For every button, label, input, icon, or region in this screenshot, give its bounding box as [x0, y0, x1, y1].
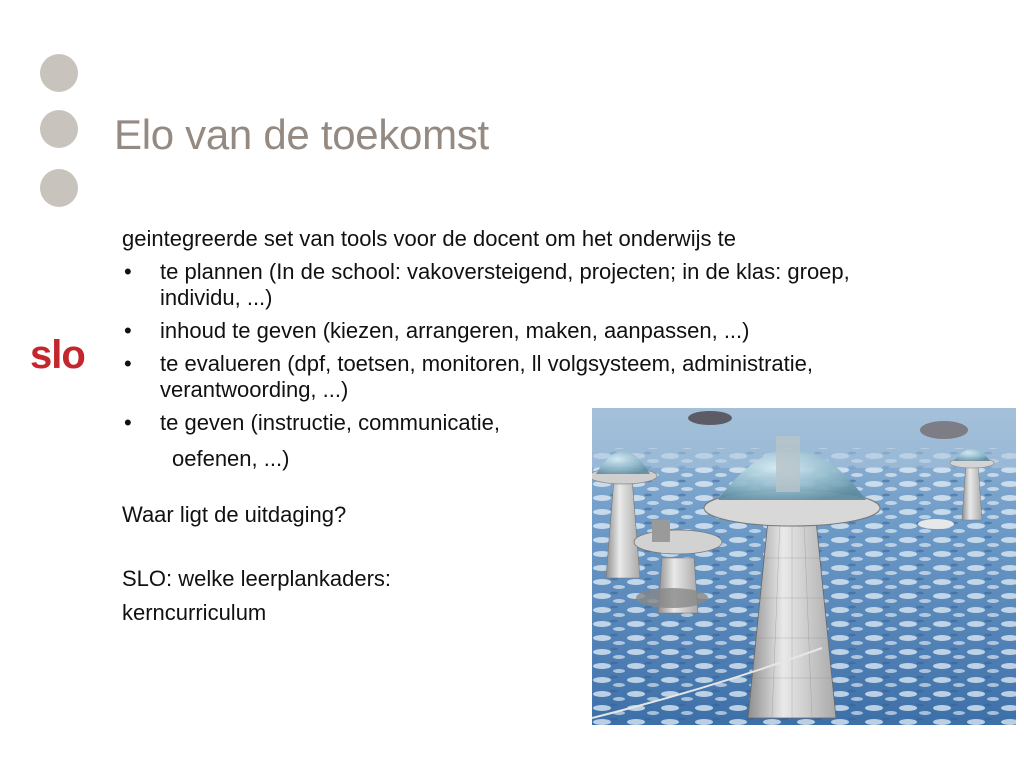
decor-dot-3 — [40, 169, 78, 207]
intro-text: geintegreerde set van tools voor de docent om het onderwijs te — [122, 226, 736, 251]
slo-line: SLO: welke leerplankaders: — [122, 566, 392, 591]
bullet-text: te geven (instructie, communicatie, — [160, 410, 500, 435]
bullet-continuation: oefenen, ...) — [172, 446, 290, 471]
bullet-marker: • — [124, 351, 132, 376]
bullet-marker: • — [124, 410, 132, 435]
curriculum-text: kerncurriculum — [122, 600, 267, 625]
dome-city-image — [592, 408, 1016, 725]
bullet-item — [122, 259, 912, 311]
slide-title: Elo van de toekomst — [114, 111, 489, 158]
bullet-marker: • — [124, 259, 132, 284]
slo-logo: slo — [30, 333, 85, 377]
bullet-text: te evalueren (dpf, toetsen, monitoren, ll volgsysteem, administratie, verantwoording, ...) — [160, 351, 813, 402]
bullet-marker: • — [124, 318, 132, 343]
bullet-text: te plannen (In de school: vakoversteigend, projecten; in de klas: groep, individu, ...) — [160, 259, 850, 310]
bullet-text: inhoud te geven (kiezen, arrangeren, maken, aanpassen, ...) — [160, 318, 750, 343]
question-text: Waar ligt de uitdaging? — [122, 502, 347, 527]
decor-dot-2 — [40, 110, 78, 148]
bullet-item — [122, 351, 820, 403]
bullet-item — [122, 318, 912, 344]
decor-dot-1 — [40, 54, 78, 92]
